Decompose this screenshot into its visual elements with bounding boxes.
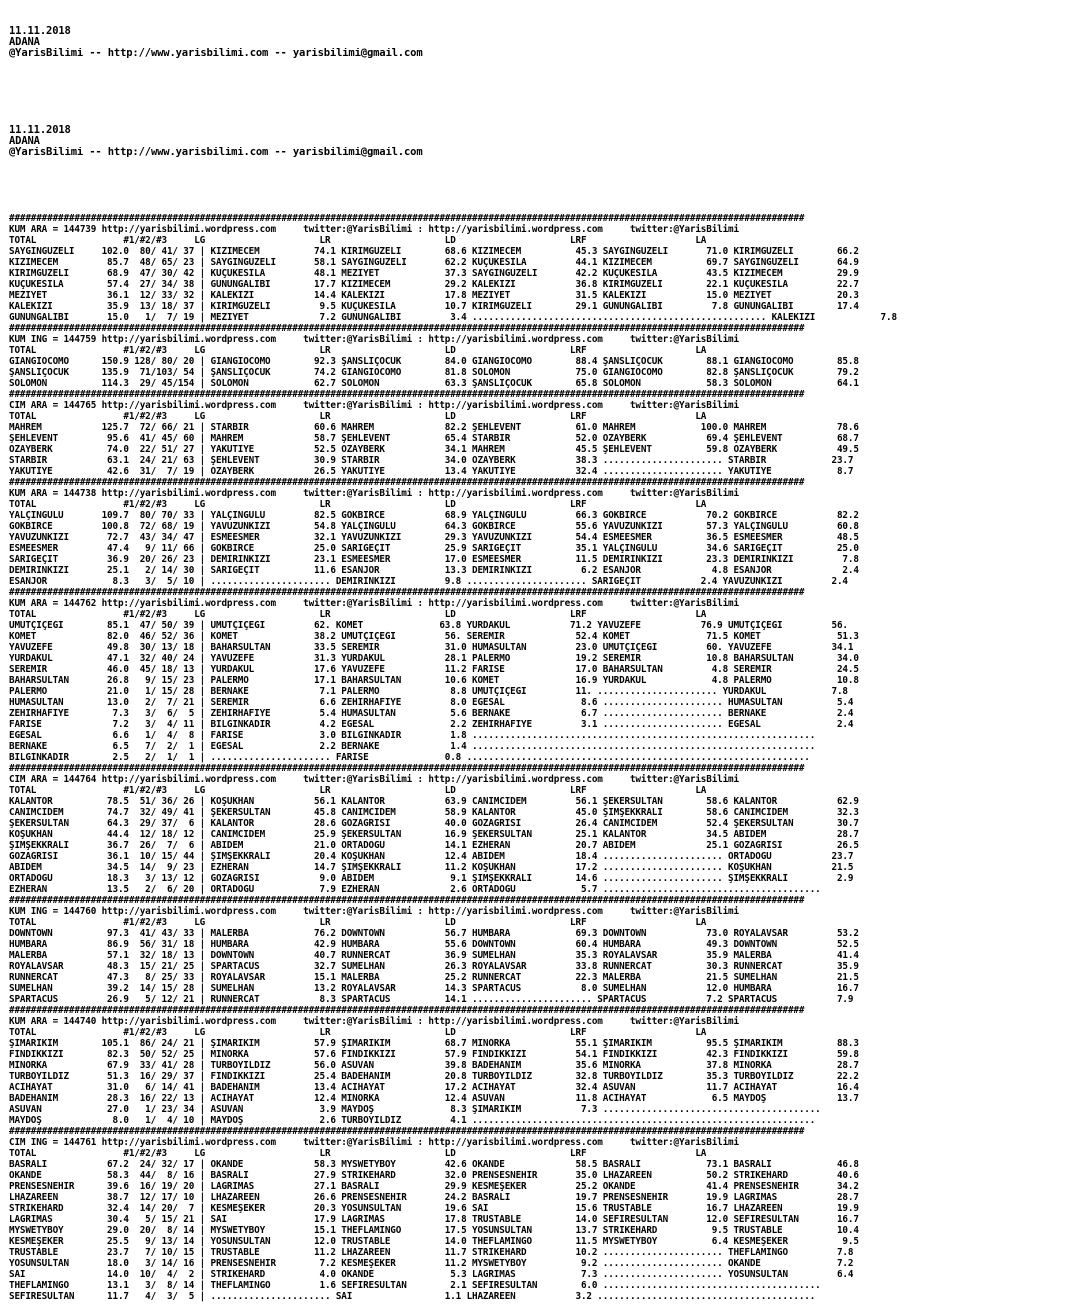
race-row: MEZİYET 36.1 12/ 33/ 32 | KALEKIZI 14.4 KALEKIZI 17.8 MEZİYET 31.5 KALEKIZI 15.0 MEZİYET 20.3: [9, 290, 859, 301]
race-row: HUMBARA 86.9 56/ 31/ 18 | HUMBARA 42.9 HUMBARA 55.6 DOWNTOWN 60.4 HUMBARA 49.3 DOWNTOWN 52.5: [9, 939, 859, 950]
race-row: BİLGİNKADİR 2.5 2/ 1/ 1 | ...................... FARİSE 0.8 ...............................................................: [9, 752, 810, 763]
race-column-header: TOTAL #1/#2/#3 LG LR LD LRF LA: [9, 345, 707, 356]
race-row: YAVUZUNKIZI 72.7 43/ 34/ 47 | ESMEESMER 32.1 YAVUZUNKIZI 29.3 YAVUZUNKIZI 54.4 ESMEESMER 36.5 ESMEESMER 48.5: [9, 532, 859, 543]
races-container: [9, 213, 1069, 1302]
race-row: TRUSTABLE 23.7 7/ 10/ 15 | TRUSTABLE 11.2 LHAZAREEN 11.7 STRIKEHARD 10.2 ...................... THEFLAMINGO 7.8: [9, 1247, 854, 1258]
race-column-header: TOTAL #1/#2/#3 LG LR LD LRF LA: [9, 235, 707, 246]
race-row: SUMELHAN 39.2 14/ 15/ 28 | SUMELHAN 13.2 ROYALAVSAR 14.3 SPARTACUS 8.0 SUMELHAN 12.0 HUMBARA 16.7: [9, 983, 859, 994]
race-column-header: TOTAL #1/#2/#3 LG LR LD LRF LA: [9, 1027, 707, 1038]
race-title-line: KUM ARA = 144762 http://yarisbilimi.wordpress.com twitter:@YarisBilimi : http://yarisbilimi.wordpress.com twitter:@YarisBilimi: [9, 598, 739, 609]
race-row: FINDIKKIZI 82.3 50/ 52/ 25 | MİNORKA 57.6 FINDIKKIZI 57.9 FINDIKKIZI 54.1 FINDIKKIZI 42.3 FINDIKKIZI 59.8: [9, 1049, 859, 1060]
race-row: SAİ 14.0 10/ 4/ 2 | STRIKEHARD 4.0 OKANDE 5.3 LAGRIMAS 7.3 ...................... YOSUNSULTAN 6.4: [9, 1269, 854, 1280]
race-row: ROYALAVSAR 48.3 15/ 21/ 25 | SPARTACUS 32.7 SUMELHAN 26.3 ROYALAVSAR 33.8 RUNNERCAT 30.3 RUNNERCAT 35.9: [9, 961, 859, 972]
race-row: PALERMO 21.0 1/ 15/ 28 | BERNAKE 7.1 PALERMO 8.8 UMUTÇİÇEĞİ 11. ...................... YURDAKUL 7.8: [9, 686, 848, 697]
race-row: STARBİR 63.1 24/ 21/ 63 | ŞEHLEVENT 30.9 STARBİR 34.0 ÖZAYBERK 38.3 ...................... STARBİR 23.7: [9, 455, 854, 466]
spacer: [9, 81, 1069, 103]
race-row: YAKUTİYE 42.6 31/ 7/ 19 | ÖZAYBERK 26.5 YAKUTİYE 13.4 YAKUTİYE 32.4 ...................... YAKUTİYE 8.7: [9, 466, 854, 477]
race-column-header: TOTAL #1/#2/#3 LG LR LD LRF LA: [9, 609, 707, 620]
hash-separator: ##################################################################################################################################################: [9, 763, 805, 774]
header-city: ADANA: [9, 37, 40, 48]
race-title-line: KUM ARA = 144740 http://yarisbilimi.wordpress.com twitter:@YarisBilimi : http://yarisbilimi.wordpress.com twitter:@YarisBilimi: [9, 1016, 739, 1027]
race-row: KIRIMGÜZELİ 68.9 47/ 30/ 42 | KÜÇÜKESİLA 48.1 MEZİYET 37.3 SAYGINGÜZELİ 42.2 KÜÇÜKESİLA 43.5 KIZIMECEM 29.9: [9, 268, 859, 279]
race-row: ORTADOĞU 18.3 3/ 13/ 12 | GÖZAĞRISI 9.0 ABİDEM 9.1 ŞİMŞEKKRALI 14.6 ...................... ŞİMŞEKKRALI 2.9: [9, 873, 854, 884]
race-row: ASUVAN 27.0 1/ 23/ 34 | ASUVAN 3.9 MAYDOŞ 8.3 ŞIMARIKIM 7.3 ........................................: [9, 1104, 821, 1115]
race-row: KIZIMECEM 85.7 48/ 65/ 23 | SAYGINGÜZELİ 58.1 SAYGINGÜZELİ 62.2 KÜÇÜKESİLA 44.1 KIZIMECEM 69.7 SAYGINGÜZELİ 64.9: [9, 257, 859, 268]
header-city: ADANA: [9, 136, 40, 147]
race-row: MİNORKA 67.9 33/ 41/ 28 | TURBOYILDIZ 56.0 ASUVAN 39.8 BADEHANIM 35.6 MİNORKA 37.8 MİNORKA 28.7: [9, 1060, 859, 1071]
race-row: SPARTACUS 26.9 5/ 12/ 21 | RUNNERCAT 8.3 SPARTACUS 14.1 ...................... SPARTACUS 7.2 SPARTACUS 7.9: [9, 994, 854, 1005]
race-row: MAHREM 125.7 72/ 66/ 21 | STARBİR 60.6 MAHREM 82.2 ŞEHLEVENT 61.0 MAHREM 100.0 MAHREM 78.6: [9, 422, 859, 433]
hash-separator: ##################################################################################################################################################: [9, 895, 805, 906]
hash-separator: ##################################################################################################################################################: [9, 477, 805, 488]
race-row: OKANDE 58.3 44/ 8/ 16 | BASRALI 27.9 STRIKEHARD 32.0 PRENSESNEHIR 35.0 LHAZAREEN 50.2 STRIKEHARD 40.6: [9, 1170, 859, 1181]
race-row: MAYDOŞ 8.0 1/ 4/ 10 | MAYDOŞ 2.6 TURBOYILDIZ 4.1 ...............................................................: [9, 1115, 816, 1126]
race-row: GÖKBİRCE 100.8 72/ 68/ 19 | YAVUZUNKIZI 54.8 YALÇINGÜLÜ 64.3 GÖKBİRCE 55.6 YAVUZUNKIZI 57.3 YALÇINGÜLÜ 60.8: [9, 521, 859, 532]
race-row: ZEHİRHAFİYE 7.3 3/ 6/ 5 | ZEHİRHAFİYE 5.4 HUMASULTAN 5.6 BERNAKE 6.7 ...................... BERNAKE 2.4: [9, 708, 854, 719]
race-row: SEFİRESULTAN 11.7 4/ 3/ 5 | ...................... SAİ 1.1 LHAZAREEN 3.2 ........................................: [9, 1291, 816, 1302]
race-block: [9, 774, 1069, 895]
race-row: ABİDEM 34.5 14/ 9/ 23 | EZHERAN 14.7 ŞİMŞEKKRALI 11.2 KOŞUKHAN 17.2 ...................... KOŞUKHAN 21.5: [9, 862, 854, 873]
race-row: KOŞUKHAN 44.4 12/ 18/ 12 | CANIMCİDEM 25.9 ŞEKERSULTAN 16.9 ŞEKERSULTAN 25.1 KALANTOR 34.5 ABİDEM 28.7: [9, 829, 859, 840]
race-row: KALEKIZI 35.9 13/ 18/ 37 | KIRIMGÜZELİ 9.5 KÜÇÜKESİLA 10.7 KIRIMGÜZELİ 29.1 GÜNÜNGALİBİ 7.8 GÜNÜNGALİBİ 17.4: [9, 301, 859, 312]
race-row: LAGRIMAS 30.4 5/ 15/ 21 | SAİ 17.9 LAGRIMAS 17.8 TRUSTABLE 14.0 SEFİRESULTAN 12.0 SEFİRESULTAN 16.7: [9, 1214, 859, 1225]
race-row: YURDAKUL 47.1 32/ 40/ 24 | YAVUZEFE 31.3 YURDAKUL 28.1 PALERMO 19.2 SEREMİR 10.8 BAHARSULTAN 34.0: [9, 653, 859, 664]
race-row: MYSWETYBOY 29.0 20/ 8/ 14 | MYSWETYBOY 15.1 THEFLAMINGO 17.5 YOSUNSULTAN 13.7 STRIKEHARD 9.5 TRUSTABLE 10.4: [9, 1225, 859, 1236]
race-row: KÜÇÜKESİLA 57.4 27/ 34/ 38 | GÜNÜNGALİBİ 17.7 KIZIMECEM 29.2 KALEKIZI 36.8 KIRIMGÜZELİ 22.1 KÜÇÜKESİLA 22.7: [9, 279, 859, 290]
race-column-header: TOTAL #1/#2/#3 LG LR LD LRF LA: [9, 411, 707, 422]
header-block-repeat: [9, 125, 1069, 158]
race-row: YOSUNSULTAN 18.0 3/ 14/ 16 | PRENSESNEHIR 7.2 KESMEŞEKER 11.2 MYSWETYBOY 9.2 ...................... OKANDE 7.2: [9, 1258, 854, 1269]
race-block: [9, 400, 1069, 477]
race-row: UMUTÇİÇEĞİ 85.1 47/ 50/ 39 | UMUTÇİÇEĞİ 62. KOMET 63.8 YURDAKUL 71.2 YAVUZEFE 76.9 UMUTÇİÇEĞİ 56.: [9, 620, 848, 631]
race-column-header: TOTAL #1/#2/#3 LG LR LD LRF LA: [9, 917, 707, 928]
race-row: BERNAKE 6.5 7/ 2/ 1 | EGESAL 2.2 BERNAKE 1.4 ...............................................................: [9, 741, 816, 752]
race-row: KALANTOR 78.5 51/ 36/ 26 | KOŞUKHAN 56.1 KALANTOR 63.9 CANIMCİDEM 56.1 ŞEKERSULTAN 58.6 KALANTOR 62.9: [9, 796, 859, 807]
header-block: [9, 26, 1069, 59]
hash-separator: ##################################################################################################################################################: [9, 389, 805, 400]
spacer: [9, 180, 1069, 191]
race-block: [9, 906, 1069, 1005]
race-title-line: KUM ING = 144759 http://yarisbilimi.wordpress.com twitter:@YarisBilimi : http://yarisbilimi.wordpress.com twitter:@YarisBilimi: [9, 334, 739, 345]
race-row: KOMET 82.0 46/ 52/ 36 | KOMET 38.2 UMUTÇİÇEĞİ 56. SEREMİR 52.4 KOMET 71.5 KOMET 51.3: [9, 631, 859, 642]
race-row: BAHARSULTAN 26.8 9/ 15/ 23 | PALERMO 17.1 BAHARSULTAN 10.6 KOMET 16.9 YURDAKUL 4.8 PALERMO 10.8: [9, 675, 859, 686]
race-report-document: [9, 4, 1069, 1313]
race-row: GÜNÜNGALİBİ 15.0 1/ 7/ 19 | MEZİYET 7.2 GÜNÜNGALİBİ 3.4 ...................................................... KALEKIZI 7.8: [9, 312, 897, 323]
hash-separator: ##################################################################################################################################################: [9, 323, 805, 334]
race-block: [9, 1137, 1069, 1302]
header-date: 11.11.2018: [9, 125, 71, 136]
race-column-header: TOTAL #1/#2/#3 LG LR LD LRF LA: [9, 785, 707, 796]
race-row: EZHERAN 13.5 2/ 6/ 20 | ORTADOĞU 7.9 EZHERAN 2.6 ORTADOĞU 5.7 ........................................: [9, 884, 821, 895]
race-row: ESANJOR 8.3 3/ 5/ 10 | ...................... DEMİRİNKIZI 9.8 ...................... SARIGEÇİT 2.4 YAVUZUNKIZI 2.4: [9, 576, 848, 587]
race-row: PRENSESNEHIR 39.6 16/ 19/ 20 | LAGRIMAS 27.1 BASRALI 29.9 KESMEŞEKER 25.2 OKANDE 41.4 PRENSESNEHIR 34.2: [9, 1181, 859, 1192]
race-row: KESMEŞEKER 25.5 9/ 13/ 14 | YOSUNSULTAN 12.0 TRUSTABLE 14.0 THEFLAMINGO 11.5 MYSWETYBOY 6.4 KESMEŞEKER 9.5: [9, 1236, 859, 1247]
race-row: CANIMCİDEM 74.7 32/ 49/ 41 | ŞEKERSULTAN 45.8 CANIMCİDEM 58.9 KALANTOR 45.0 ŞİMŞEKKRALI 58.6 CANIMCİDEM 32.3: [9, 807, 859, 818]
race-title-line: CIM ARA = 144765 http://yarisbilimi.wordpress.com twitter:@YarisBilimi : http://yarisbilimi.wordpress.com twitter:@YarisBilimi: [9, 400, 739, 411]
race-title-line: KUM ARA = 144738 http://yarisbilimi.wordpress.com twitter:@YarisBilimi : http://yarisbilimi.wordpress.com twitter:@YarisBilimi: [9, 488, 739, 499]
header-date: 11.11.2018: [9, 26, 71, 37]
race-row: YAVUZEFE 49.8 30/ 13/ 18 | BAHARSULTAN 33.5 SEREMİR 31.0 HUMASULTAN 23.0 UMUTÇİÇEĞİ 60. YAVUZEFE 34.1: [9, 642, 854, 653]
race-title-line: CIM ARA = 144764 http://yarisbilimi.wordpress.com twitter:@YarisBilimi : http://yarisbilimi.wordpress.com twitter:@YarisBilimi: [9, 774, 739, 785]
race-column-header: TOTAL #1/#2/#3 LG LR LD LRF LA: [9, 1148, 707, 1159]
race-block: [9, 488, 1069, 587]
race-row: BADEHANIM 28.3 16/ 22/ 13 | ACIHAYAT 12.4 MİNORKA 12.4 ASUVAN 11.8 ACIHAYAT 6.5 MAYDOŞ 13.7: [9, 1093, 859, 1104]
race-row: ŞIMARIKIM 105.1 86/ 24/ 21 | ŞIMARIKIM 57.9 ŞIMARIKIM 68.7 MİNORKA 55.1 ŞIMARIKIM 95.5 ŞIMARIKIM 88.3: [9, 1038, 859, 1049]
race-row: ESMEESMER 47.4 9/ 11/ 66 | GÖKBİRCE 25.0 SARIGEÇİT 25.9 SARIGEÇİT 35.1 YALÇINGÜLÜ 34.6 SARIGEÇİT 25.0: [9, 543, 859, 554]
race-row: LHAZAREEN 38.7 12/ 17/ 10 | LHAZAREEN 26.6 PRENSESNEHIR 24.2 BASRALI 19.7 PRENSESNEHIR 19.9 LAGRIMAS 28.7: [9, 1192, 859, 1203]
race-row: ACIHAYAT 31.0 6/ 14/ 41 | BADEHANIM 13.4 ACIHAYAT 17.2 ACIHAYAT 32.4 ASUVAN 11.7 ACIHAYAT 16.4: [9, 1082, 859, 1093]
header-contact: @YarisBilimi -- http://www.yarisbilimi.com -- yarisbilimi@gmail.com: [9, 147, 423, 158]
race-row: SAYGINGÜZELİ 102.0 80/ 41/ 37 | KIZIMECEM 74.1 KIRIMGÜZELİ 68.6 KIZIMECEM 45.3 SAYGINGÜZELİ 71.0 KIRIMGÜZELİ 66.2: [9, 246, 859, 257]
race-row: GÖZAĞRISI 36.1 10/ 15/ 44 | ŞİMŞEKKRALI 20.4 KOŞUKHAN 12.4 ABİDEM 18.4 ...................... ORTADOĞU 23.7: [9, 851, 854, 862]
hash-separator: ##################################################################################################################################################: [9, 587, 805, 598]
race-column-header: TOTAL #1/#2/#3 LG LR LD LRF LA: [9, 499, 707, 510]
race-row: DEMİRİNKIZI 25.1 2/ 14/ 30 | SARIGEÇİT 11.6 ESANJOR 13.3 DEMİRİNKIZI 6.2 ESANJOR 4.8 ESANJOR 2.4: [9, 565, 859, 576]
race-block: [9, 334, 1069, 389]
race-row: BASRALI 67.2 24/ 32/ 17 | OKANDE 58.3 MYSWETYBOY 42.6 OKANDE 58.5 BASRALI 73.1 BASRALI 46.8: [9, 1159, 859, 1170]
race-row: ŞANSLIÇOCUK 135.9 71/103/ 54 | ŞANSLIÇOCUK 74.2 GIANGIOCOMO 81.8 SOLOMON 75.0 GIANGIOCOMO 82.8 ŞANSLIÇOCUK 79.2: [9, 367, 859, 378]
race-row: DOWNTOWN 97.3 41/ 43/ 33 | MALERBA 76.2 DOWNTOWN 56.7 HUMBARA 69.3 DOWNTOWN 73.0 ROYALAVSAR 53.2: [9, 928, 859, 939]
race-row: ŞEHLEVENT 95.6 41/ 45/ 60 | MAHREM 58.7 ŞEHLEVENT 65.4 STARBİR 52.0 ÖZAYBERK 69.4 ŞEHLEVENT 68.7: [9, 433, 859, 444]
race-row: YALÇINGÜLÜ 109.7 80/ 70/ 33 | YALÇINGÜLÜ 82.5 GÖKBİRCE 68.9 YALÇINGÜLÜ 66.3 GÖKBİRCE 70.2 GÖKBİRCE 82.2: [9, 510, 859, 521]
race-row: EGESAL 6.6 1/ 4/ 8 | FARİSE 3.0 BİLGİNKADİR 1.8 ...............................................................: [9, 730, 816, 741]
hash-separator: ##################################################################################################################################################: [9, 213, 805, 224]
race-row: ŞİMŞEKKRALI 36.7 26/ 7/ 6 | ABİDEM 21.0 ORTADOĞU 14.1 EZHERAN 20.7 ABİDEM 25.1 GÖZAĞRISI 26.5: [9, 840, 859, 851]
race-block: [9, 224, 1069, 323]
race-row: MALERBA 57.1 32/ 18/ 13 | DOWNTOWN 40.7 RUNNERCAT 36.9 SUMELHAN 35.3 ROYALAVSAR 35.9 MALERBA 41.4: [9, 950, 859, 961]
hash-separator: ##################################################################################################################################################: [9, 1005, 805, 1016]
race-row: SOLOMON 114.3 29/ 45/154 | SOLOMON 62.7 SOLOMON 63.3 ŞANSLIÇOCUK 65.8 SOLOMON 58.3 SOLOMON 64.1: [9, 378, 859, 389]
race-block: [9, 1016, 1069, 1126]
race-row: HUMASULTAN 13.0 2/ 7/ 21 | SEREMİR 6.6 ZEHİRHAFİYE 8.0 EGESAL 8.6 ...................... HUMASULTAN 5.4: [9, 697, 854, 708]
race-row: SARIGEÇİT 36.9 20/ 26/ 23 | DEMİRİNKIZI 23.1 ESMEESMER 17.0 ESMEESMER 11.5 DEMİRİNKIZI 23.3 DEMİRİNKIZI 7.8: [9, 554, 859, 565]
race-block: [9, 598, 1069, 763]
race-title-line: KUM ING = 144760 http://yarisbilimi.wordpress.com twitter:@YarisBilimi : http://yarisbilimi.wordpress.com twitter:@YarisBilimi: [9, 906, 739, 917]
race-row: FARİSE 7.2 3/ 4/ 11 | BİLGİNKADİR 4.2 EGESAL 2.2 ZEHİRHAFİYE 3.1 ...................... EGESAL 2.4: [9, 719, 854, 730]
race-row: ÖZAYBERK 74.0 22/ 51/ 27 | YAKUTİYE 52.5 ÖZAYBERK 34.1 MAHREM 45.5 ŞEHLEVENT 59.8 ÖZAYBERK 49.5: [9, 444, 859, 455]
race-row: RUNNERCAT 47.3 8/ 25/ 33 | ROYALAVSAR 15.1 MALERBA 25.2 RUNNERCAT 22.3 MALERBA 21.5 SUMELHAN 21.5: [9, 972, 859, 983]
race-row: SEREMİR 46.0 45/ 18/ 13 | YURDAKUL 17.6 YAVUZEFE 11.2 FARİSE 17.0 BAHARSULTAN 4.8 SEREMİR 24.5: [9, 664, 859, 675]
header-contact: @YarisBilimi -- http://www.yarisbilimi.com -- yarisbilimi@gmail.com: [9, 48, 423, 59]
race-row: STRIKEHARD 32.4 14/ 20/ 7 | KESMEŞEKER 20.3 YOSUNSULTAN 19.6 SAİ 15.6 TRUSTABLE 16.7 LHAZAREEN 19.9: [9, 1203, 859, 1214]
race-row: ŞEKERSULTAN 64.3 29/ 37/ 6 | KALANTOR 28.6 GÖZAĞRISI 40.0 GÖZAĞRISI 26.4 CANIMCİDEM 52.4 ŞEKERSULTAN 30.7: [9, 818, 859, 829]
race-row: TURBOYILDIZ 51.3 16/ 29/ 37 | FINDIKKIZI 25.4 BADEHANIM 20.8 TURBOYILDIZ 32.8 TURBOYILDIZ 35.3 TURBOYILDIZ 22.2: [9, 1071, 859, 1082]
race-title-line: KUM ARA = 144739 http://yarisbilimi.wordpress.com twitter:@YarisBilimi : http://yarisbilimi.wordpress.com twitter:@YarisBilimi: [9, 224, 739, 235]
race-title-line: CIM ING = 144761 http://yarisbilimi.wordpress.com twitter:@YarisBilimi : http://yarisbilimi.wordpress.com twitter:@YarisBilimi: [9, 1137, 739, 1148]
hash-separator: ##################################################################################################################################################: [9, 1126, 805, 1137]
race-row: GIANGIOCOMO 150.9 128/ 80/ 20 | GIANGIOCOMO 92.3 ŞANSLIÇOCUK 84.0 GIANGIOCOMO 88.4 ŞANSLIÇOCUK 88.1 GIANGIOCOMO 85.8: [9, 356, 859, 367]
race-row: THEFLAMINGO 13.1 3/ 8/ 14 | THEFLAMINGO 1.6 SEFİRESULTAN 2.1 SEFİRESULTAN 6.0 ........................................: [9, 1280, 821, 1291]
